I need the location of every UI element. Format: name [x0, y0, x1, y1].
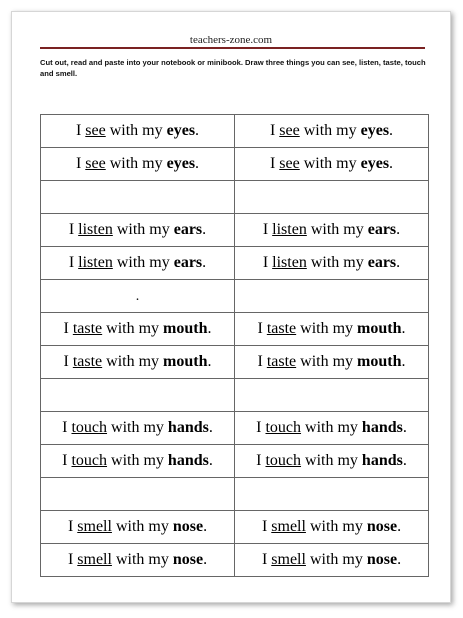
sentence-row: [41, 511, 429, 544]
body-part: nose: [366, 551, 398, 568]
worksheet-page: [11, 11, 451, 603]
sense-verb: listen: [272, 254, 307, 271]
body-part: ears: [173, 254, 203, 271]
sentence-period: .: [396, 254, 401, 271]
sense-verb: taste: [72, 353, 103, 370]
sentence-row: [41, 148, 429, 181]
cards-table-body: [41, 115, 429, 577]
sentence-period: .: [208, 452, 213, 469]
sentence-middle: with my: [102, 353, 164, 370]
sentence-card-cell: [41, 115, 235, 148]
sentence-period: .: [203, 551, 208, 568]
sentence-middle: with my: [306, 254, 368, 271]
body-part: eyes: [166, 122, 196, 139]
body-part: hands: [361, 452, 403, 469]
sentence-card-cell: [41, 313, 235, 346]
sentence-start: I: [256, 419, 266, 436]
body-part: ears: [367, 254, 397, 271]
sentence-card-cell: [41, 511, 235, 544]
sentence-middle: with my: [305, 551, 367, 568]
sentence-start: I: [261, 551, 272, 568]
sentence-period: .: [202, 254, 207, 271]
sentence-period: .: [401, 353, 406, 370]
sense-verb: touch: [71, 419, 108, 436]
sentence-start: I: [262, 254, 273, 271]
sentence-start: I: [262, 221, 273, 238]
sentence-period: .: [396, 221, 401, 238]
header-divider: [40, 47, 425, 49]
sentence-middle: with my: [296, 320, 358, 337]
sentence-start: I: [75, 155, 86, 172]
sentence-period: .: [195, 155, 200, 172]
sentence-middle: with my: [301, 419, 362, 436]
sentence-middle: with my: [102, 320, 164, 337]
sentence-middle: with my: [105, 155, 167, 172]
sense-verb: smell: [271, 551, 306, 568]
cards-table: [40, 114, 429, 577]
sense-verb: see: [279, 155, 300, 172]
sense-verb: touch: [265, 419, 302, 436]
sentence-card-cell: [41, 148, 235, 181]
sentence-start: I: [269, 155, 280, 172]
sense-verb: taste: [72, 320, 103, 337]
sentence-start: I: [261, 518, 272, 535]
sentence-card-cell: [41, 247, 235, 280]
sentence-row: [41, 445, 429, 478]
sense-verb: touch: [265, 452, 302, 469]
blank-card-cell: [235, 280, 429, 313]
sentence-start: I: [257, 353, 267, 370]
sentence-start: I: [68, 221, 79, 238]
sentence-card-cell: [41, 412, 235, 445]
sentence-row: [41, 346, 429, 379]
sentence-middle: with my: [299, 122, 361, 139]
sentence-start: I: [257, 320, 267, 337]
sentence-row: [41, 544, 429, 577]
body-part: mouth: [357, 320, 402, 337]
sentence-start: I: [62, 419, 72, 436]
sentence-start: I: [63, 353, 73, 370]
body-part: mouth: [163, 353, 208, 370]
body-part: mouth: [163, 320, 208, 337]
site-name: teachers-zone.com: [189, 34, 273, 46]
sense-verb: taste: [266, 353, 297, 370]
sentence-card-cell: [235, 247, 429, 280]
blank-cell-text: .: [135, 289, 140, 304]
sentence-period: .: [397, 551, 402, 568]
blank-card-cell: [41, 379, 235, 412]
sense-verb: see: [85, 122, 106, 139]
sentence-card-cell: [41, 346, 235, 379]
blank-card-cell: [41, 280, 235, 313]
sentence-start: I: [67, 518, 78, 535]
sentence-middle: with my: [112, 221, 174, 238]
sentence-card-cell: [235, 412, 429, 445]
sentence-period: .: [202, 221, 207, 238]
sense-verb: smell: [77, 551, 112, 568]
sentence-card-cell: [235, 115, 429, 148]
body-part: nose: [366, 518, 398, 535]
sentence-middle: with my: [299, 155, 361, 172]
sense-verb: see: [279, 122, 300, 139]
sentence-card-cell: [41, 544, 235, 577]
body-part: ears: [367, 221, 397, 238]
sentence-row: [41, 247, 429, 280]
sentence-card-cell: [235, 544, 429, 577]
blank-card-cell: [41, 478, 235, 511]
sense-verb: taste: [266, 320, 297, 337]
body-part: eyes: [360, 122, 390, 139]
body-part: nose: [172, 518, 204, 535]
body-part: mouth: [357, 353, 402, 370]
sense-verb: smell: [271, 518, 306, 535]
sentence-card-cell: [235, 511, 429, 544]
sentence-start: I: [68, 254, 79, 271]
sentence-middle: with my: [306, 221, 368, 238]
sentence-middle: with my: [112, 254, 174, 271]
sentence-period: .: [207, 320, 212, 337]
blank-card-cell: [41, 181, 235, 214]
sentence-middle: with my: [111, 518, 173, 535]
body-part: nose: [172, 551, 204, 568]
body-part: eyes: [360, 155, 390, 172]
sentence-middle: with my: [107, 452, 168, 469]
body-part: hands: [361, 419, 403, 436]
sentence-row: [41, 115, 429, 148]
body-part: eyes: [166, 155, 196, 172]
sentence-period: .: [389, 122, 394, 139]
sentence-period: .: [389, 155, 394, 172]
sentence-middle: with my: [107, 419, 168, 436]
sentence-period: .: [203, 518, 208, 535]
sentence-start: I: [269, 122, 280, 139]
sentence-period: .: [401, 320, 406, 337]
sentence-card-cell: [235, 148, 429, 181]
sentence-period: .: [195, 122, 200, 139]
blank-card-cell: [235, 478, 429, 511]
sentence-card-cell: [235, 313, 429, 346]
sense-verb: listen: [78, 221, 113, 238]
sentence-card-cell: [235, 214, 429, 247]
sentence-period: .: [402, 452, 407, 469]
sense-verb: listen: [78, 254, 113, 271]
sense-verb: touch: [71, 452, 108, 469]
blank-card-cell: [235, 379, 429, 412]
sentence-period: .: [402, 419, 407, 436]
sentence-middle: with my: [305, 518, 367, 535]
sentence-start: I: [75, 122, 86, 139]
sentence-start: I: [256, 452, 266, 469]
sentence-row: [41, 412, 429, 445]
blank-row: [41, 478, 429, 511]
blank-card-cell: [235, 181, 429, 214]
sense-verb: smell: [77, 518, 112, 535]
sentence-card-cell: [41, 214, 235, 247]
sentence-start: I: [63, 320, 73, 337]
blank-row: [41, 379, 429, 412]
body-part: ears: [173, 221, 203, 238]
sentence-middle: with my: [105, 122, 167, 139]
blank-row: [41, 280, 429, 313]
sentence-period: .: [397, 518, 402, 535]
sense-verb: see: [85, 155, 106, 172]
sense-verb: listen: [272, 221, 307, 238]
sentence-middle: with my: [296, 353, 358, 370]
sentence-period: .: [208, 419, 213, 436]
sentence-start: I: [67, 551, 78, 568]
blank-row: [41, 181, 429, 214]
sentence-card-cell: [235, 346, 429, 379]
sentence-card-cell: [235, 445, 429, 478]
instructions-text: Cut out, read and paste into your notebook or minibook. Draw three things you can see, listen, taste, touch and smell.: [40, 58, 426, 78]
sentence-start: I: [62, 452, 72, 469]
sentence-period: .: [207, 353, 212, 370]
body-part: hands: [167, 419, 209, 436]
sentence-row: [41, 313, 429, 346]
sentence-middle: with my: [111, 551, 173, 568]
body-part: hands: [167, 452, 209, 469]
sentence-card-cell: [41, 445, 235, 478]
sentence-middle: with my: [301, 452, 362, 469]
sentence-row: [41, 214, 429, 247]
